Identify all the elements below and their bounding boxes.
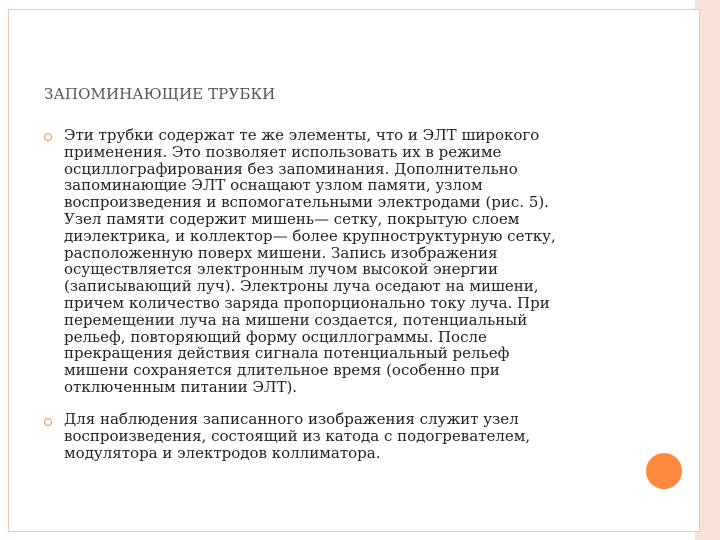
- slide-title: ЗАПОМИНАЮЩИЕ ТРУБКИ: [44, 85, 276, 103]
- orange-circle-icon: [642, 449, 686, 493]
- bullet-paragraph: Эти трубки содержат те же элементы, что и ЭЛТ широкого применения. Это позволяет использовать их в режиме осциллографирования без запоминания. Дополнительно запоминающие ЭЛТ оснащают узлом памяти, узлом воспроизведения и вспомогательными электродами (рис. 5). Узел памяти содержит мишень— сетку, покрытую слоем диэлектрика, и коллектор— более крупноструктурную сетку, расположенную поверх мишени. Запись изображения осуществляется электронным лучом высокой энергии (записывающий луч). Электроны луча оседают на мишени, причем количество заряда пропорционально току луча. При перемещении луча на мишени создается, потенциальный рельеф, повторяющий форму осциллограммы. После прекращения действия сигнала потенциальный рельеф мишени сохраняется длительное время (особенно при отключенным питании ЭЛТ).: [64, 126, 556, 396]
- bullet-circle-icon: [44, 418, 52, 426]
- bullet-paragraph: Для наблюдения записанного изображения служит узел воспроизведения, состоящий из катода с подогревателем, модулятора и электродов коллиматора.: [64, 410, 531, 462]
- bullet-circle-icon: [44, 133, 52, 141]
